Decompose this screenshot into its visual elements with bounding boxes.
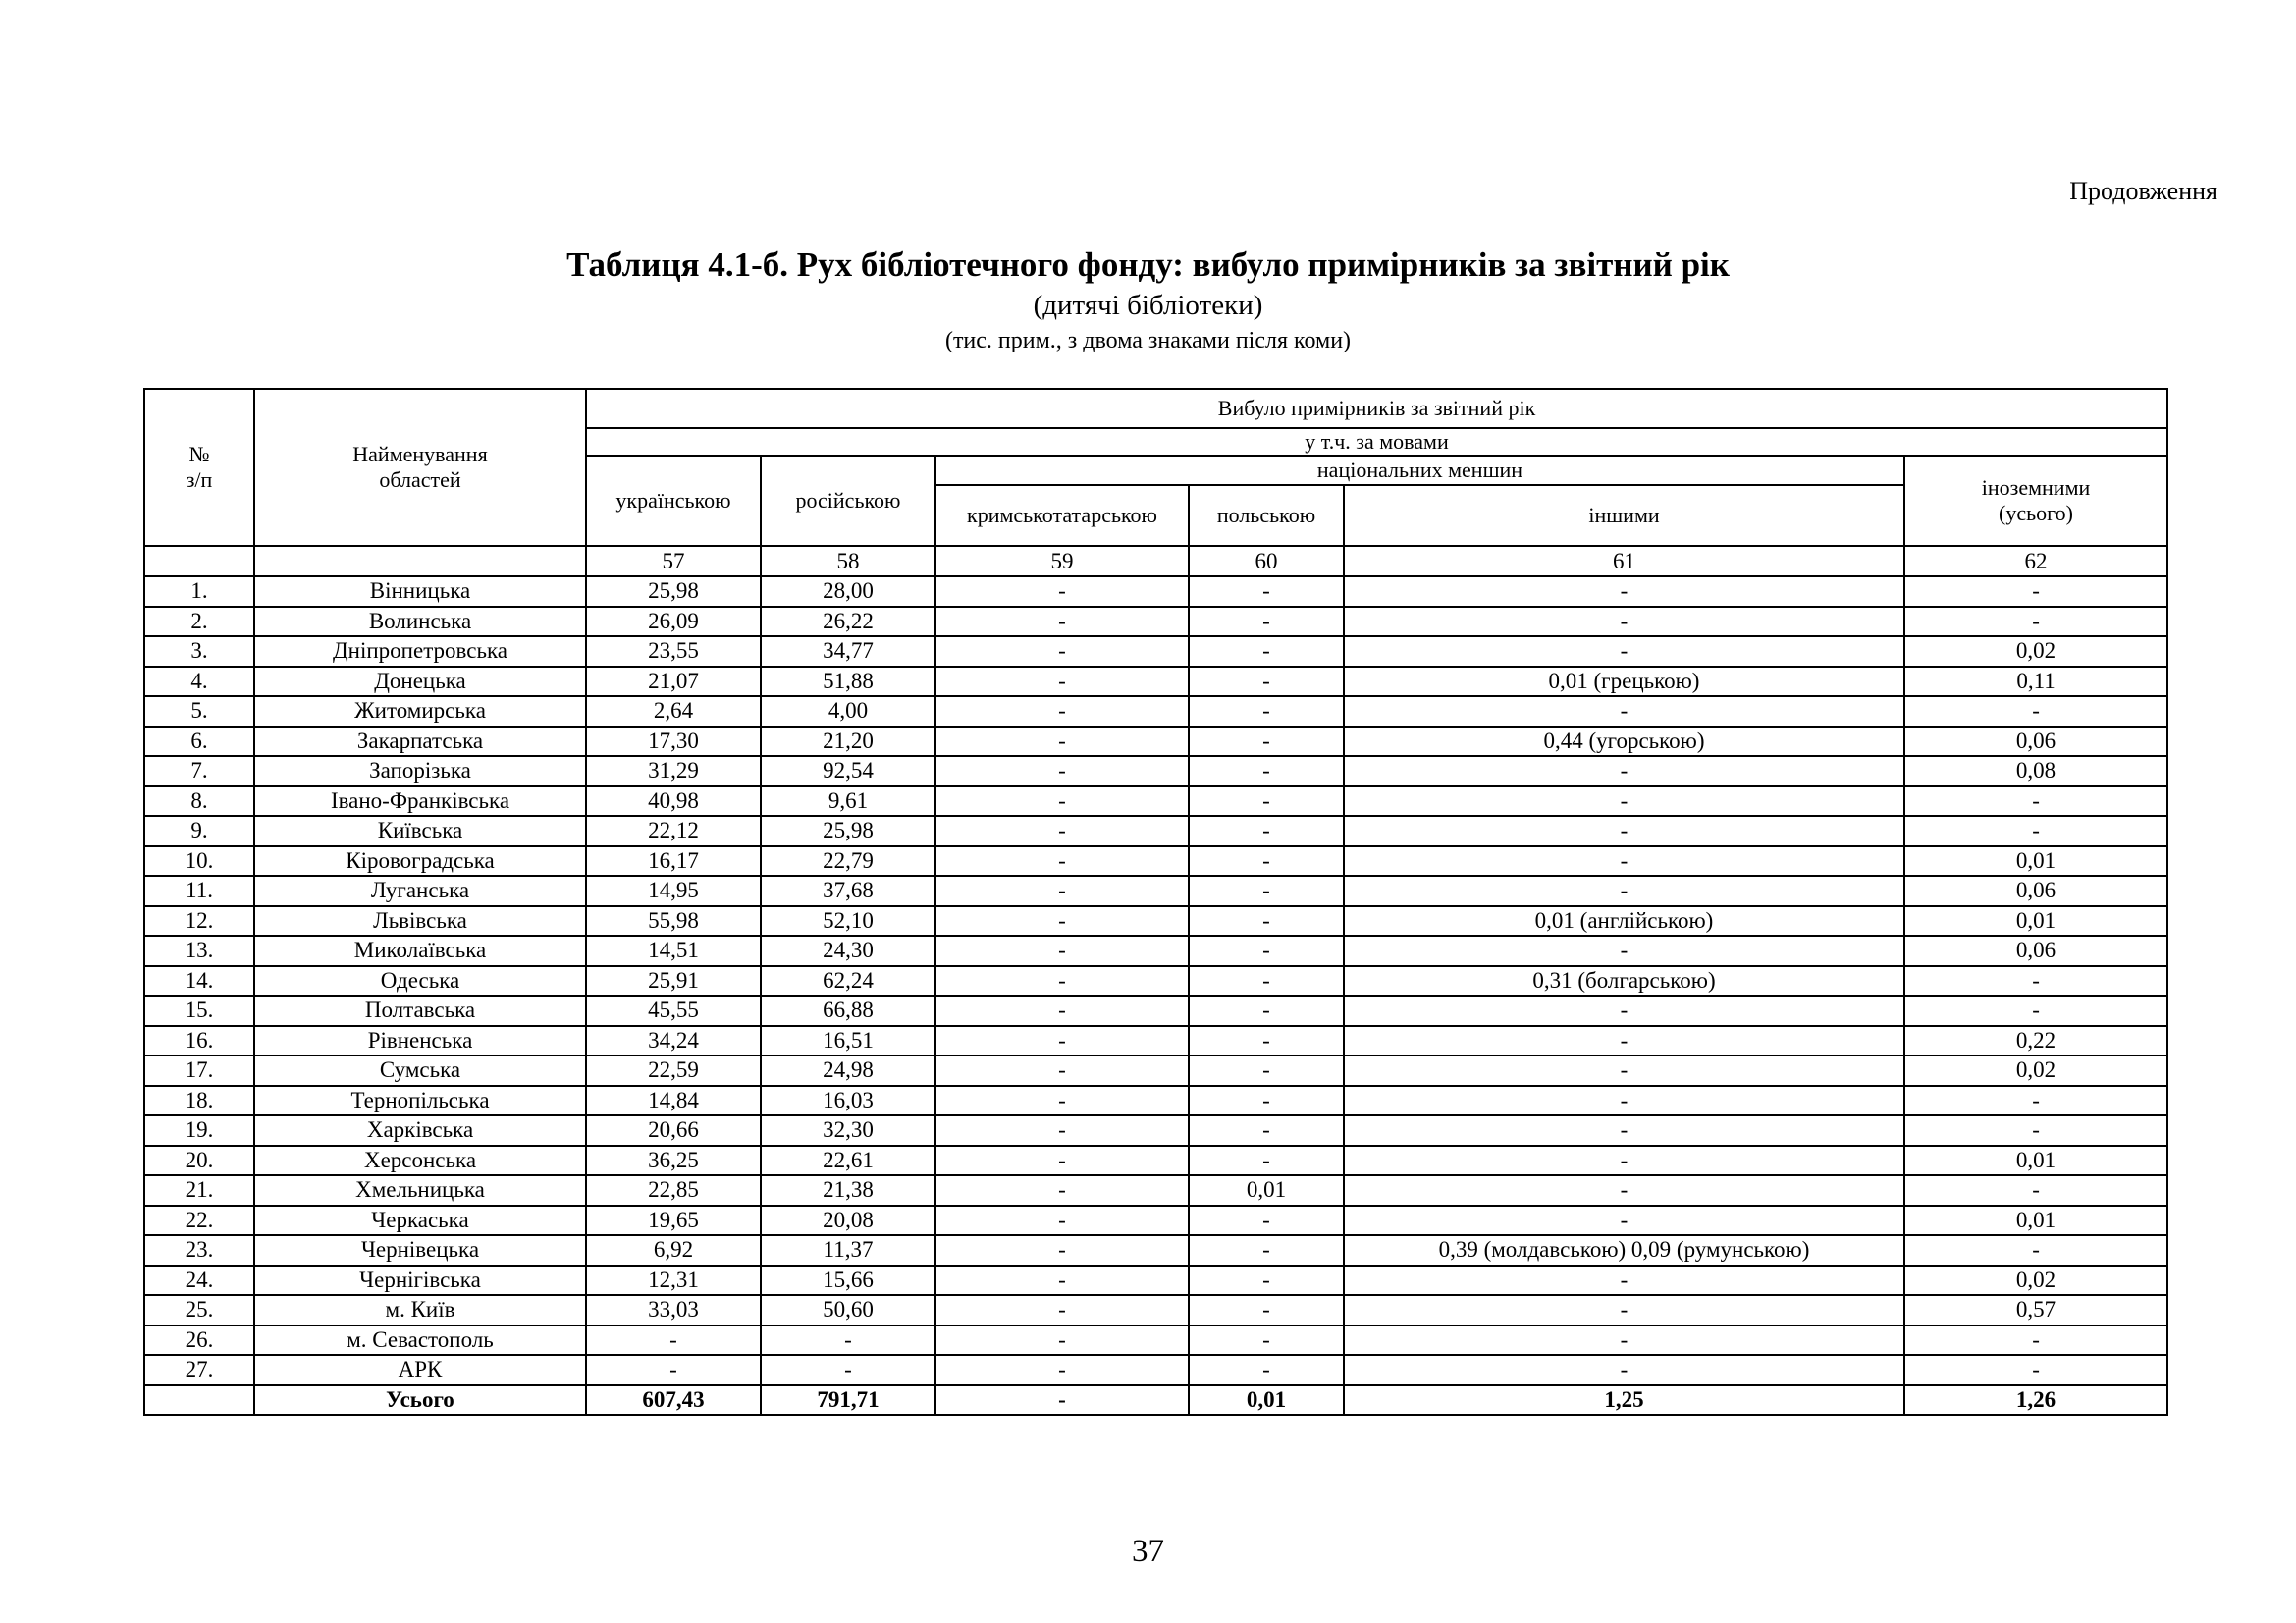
row-number: 24. bbox=[144, 1266, 254, 1296]
value-c57: 22,59 bbox=[586, 1055, 761, 1086]
value-c58: 16,51 bbox=[761, 1026, 935, 1056]
value-c59: - bbox=[935, 1325, 1189, 1356]
table-row bbox=[144, 1055, 2167, 1086]
region-name: Донецька bbox=[254, 667, 586, 697]
value-c57: - bbox=[586, 1325, 761, 1356]
value-c60: - bbox=[1189, 607, 1344, 637]
header-no-text: № з/п bbox=[186, 442, 213, 492]
header-region-name bbox=[254, 389, 586, 546]
value-c62: - bbox=[1904, 1175, 2167, 1206]
value-c58: 34,77 bbox=[761, 636, 935, 667]
table-body bbox=[144, 576, 2167, 1415]
value-c61: 0,39 (молдавською) 0,09 (румунською) bbox=[1344, 1235, 1904, 1266]
table-row bbox=[144, 1026, 2167, 1056]
value-c57: 22,12 bbox=[586, 816, 761, 846]
value-c58: 37,68 bbox=[761, 876, 935, 906]
value-c60: - bbox=[1189, 1086, 1344, 1116]
value-c60: - bbox=[1189, 1325, 1344, 1356]
value-c62: 0,08 bbox=[1904, 756, 2167, 786]
total-c62: 1,26 bbox=[1904, 1385, 2167, 1416]
table-row bbox=[144, 1325, 2167, 1356]
row-number: 23. bbox=[144, 1235, 254, 1266]
value-c62: - bbox=[1904, 816, 2167, 846]
value-c59: - bbox=[935, 1175, 1189, 1206]
value-c61: - bbox=[1344, 696, 1904, 727]
value-c57: 14,95 bbox=[586, 876, 761, 906]
row-number: 7. bbox=[144, 756, 254, 786]
value-c62: 0,01 bbox=[1904, 846, 2167, 877]
value-c61: 0,31 (болгарською) bbox=[1344, 966, 1904, 997]
value-c58: 92,54 bbox=[761, 756, 935, 786]
value-c59: - bbox=[935, 576, 1189, 607]
table-row bbox=[144, 636, 2167, 667]
value-c61: - bbox=[1344, 1325, 1904, 1356]
value-c59: - bbox=[935, 636, 1189, 667]
value-c57: 14,51 bbox=[586, 936, 761, 966]
value-c58: 66,88 bbox=[761, 996, 935, 1026]
value-c62: - bbox=[1904, 576, 2167, 607]
header-foreign-text: іноземними (усього) bbox=[1981, 475, 2091, 525]
value-c57: 26,09 bbox=[586, 607, 761, 637]
table-row bbox=[144, 996, 2167, 1026]
region-name: Запорізька bbox=[254, 756, 586, 786]
value-c60: - bbox=[1189, 1026, 1344, 1056]
table-row bbox=[144, 1146, 2167, 1176]
value-c57: 20,66 bbox=[586, 1115, 761, 1146]
value-c59: - bbox=[935, 1355, 1189, 1385]
value-c61: - bbox=[1344, 816, 1904, 846]
row-number: 25. bbox=[144, 1295, 254, 1325]
value-c58: 51,88 bbox=[761, 667, 935, 697]
value-c58: - bbox=[761, 1355, 935, 1385]
value-c62: 0,06 bbox=[1904, 876, 2167, 906]
row-number: 3. bbox=[144, 636, 254, 667]
value-c57: 25,91 bbox=[586, 966, 761, 997]
value-c59: - bbox=[935, 876, 1189, 906]
row-number: 22. bbox=[144, 1206, 254, 1236]
row-number: 9. bbox=[144, 816, 254, 846]
value-c59: - bbox=[935, 1026, 1189, 1056]
total-blank bbox=[144, 1385, 254, 1416]
col-number: 59 bbox=[935, 546, 1189, 576]
value-c62: 0,06 bbox=[1904, 727, 2167, 757]
value-c58: 20,08 bbox=[761, 1206, 935, 1236]
header-region-name-text: Найменування областей bbox=[352, 442, 488, 492]
table-row bbox=[144, 1355, 2167, 1385]
value-c57: 33,03 bbox=[586, 1295, 761, 1325]
region-name: АРК bbox=[254, 1355, 586, 1385]
value-c58: 21,38 bbox=[761, 1175, 935, 1206]
header-minorities: національних меншин bbox=[935, 456, 1904, 485]
region-name: Черкаська bbox=[254, 1206, 586, 1236]
region-name: Закарпатська bbox=[254, 727, 586, 757]
value-c59: - bbox=[935, 1146, 1189, 1176]
value-c57: 19,65 bbox=[586, 1206, 761, 1236]
header-foreign bbox=[1904, 456, 2167, 546]
value-c60: 0,01 bbox=[1189, 1175, 1344, 1206]
row-number: 11. bbox=[144, 876, 254, 906]
value-c58: 26,22 bbox=[761, 607, 935, 637]
value-c60: - bbox=[1189, 876, 1344, 906]
value-c58: 9,61 bbox=[761, 786, 935, 817]
table-row bbox=[144, 667, 2167, 697]
row-number: 17. bbox=[144, 1055, 254, 1086]
value-c57: 36,25 bbox=[586, 1146, 761, 1176]
total-row bbox=[144, 1385, 2167, 1416]
table-row bbox=[144, 816, 2167, 846]
region-name: Харківська bbox=[254, 1115, 586, 1146]
value-c61: - bbox=[1344, 1175, 1904, 1206]
table-row bbox=[144, 966, 2167, 997]
value-c61: - bbox=[1344, 786, 1904, 817]
value-c59: - bbox=[935, 607, 1189, 637]
table-row bbox=[144, 696, 2167, 727]
value-c58: 24,98 bbox=[761, 1055, 935, 1086]
table-row bbox=[144, 1266, 2167, 1296]
value-c60: - bbox=[1189, 1055, 1344, 1086]
table-row bbox=[144, 786, 2167, 817]
col-number: 57 bbox=[586, 546, 761, 576]
value-c62: - bbox=[1904, 966, 2167, 997]
value-c58: 24,30 bbox=[761, 936, 935, 966]
value-c60: - bbox=[1189, 1266, 1344, 1296]
region-name: Чернівецька bbox=[254, 1235, 586, 1266]
row-number: 2. bbox=[144, 607, 254, 637]
header-no bbox=[144, 389, 254, 546]
value-c62: 0,02 bbox=[1904, 1055, 2167, 1086]
value-c61: - bbox=[1344, 1266, 1904, 1296]
value-c61: - bbox=[1344, 1115, 1904, 1146]
value-c59: - bbox=[935, 727, 1189, 757]
value-c57: 6,92 bbox=[586, 1235, 761, 1266]
row-number: 19. bbox=[144, 1115, 254, 1146]
value-c61: - bbox=[1344, 607, 1904, 637]
value-c59: - bbox=[935, 1266, 1189, 1296]
table-row bbox=[144, 1206, 2167, 1236]
value-c57: 34,24 bbox=[586, 1026, 761, 1056]
value-c62: - bbox=[1904, 786, 2167, 817]
row-number: 1. bbox=[144, 576, 254, 607]
value-c62: 0,01 bbox=[1904, 1146, 2167, 1176]
region-name: Житомирська bbox=[254, 696, 586, 727]
table-row bbox=[144, 1235, 2167, 1266]
table-title: Таблиця 4.1-б. Рух бібліотечного фонду: вибуло примірників за звітний рік bbox=[566, 245, 1730, 284]
value-c59: - bbox=[935, 1055, 1189, 1086]
total-c57: 607,43 bbox=[586, 1385, 761, 1416]
table-row bbox=[144, 846, 2167, 877]
value-c62: 0,11 bbox=[1904, 667, 2167, 697]
value-c58: 11,37 bbox=[761, 1235, 935, 1266]
value-c62: 0,02 bbox=[1904, 1266, 2167, 1296]
value-c62: - bbox=[1904, 696, 2167, 727]
value-c61: - bbox=[1344, 1055, 1904, 1086]
value-c60: - bbox=[1189, 966, 1344, 997]
row-number: 16. bbox=[144, 1026, 254, 1056]
col-number: 60 bbox=[1189, 546, 1344, 576]
value-c62: - bbox=[1904, 1115, 2167, 1146]
region-name: Хмельницька bbox=[254, 1175, 586, 1206]
col-number: 61 bbox=[1344, 546, 1904, 576]
value-c58: 50,60 bbox=[761, 1295, 935, 1325]
row-number: 5. bbox=[144, 696, 254, 727]
header-others: іншими bbox=[1344, 485, 1904, 546]
region-name: Кіровоградська bbox=[254, 846, 586, 877]
value-c60: - bbox=[1189, 727, 1344, 757]
value-c62: 0,57 bbox=[1904, 1295, 2167, 1325]
value-c61: - bbox=[1344, 1146, 1904, 1176]
value-c57: 2,64 bbox=[586, 696, 761, 727]
value-c60: - bbox=[1189, 1146, 1344, 1176]
value-c62: - bbox=[1904, 607, 2167, 637]
value-c58: 32,30 bbox=[761, 1115, 935, 1146]
total-c59: - bbox=[935, 1385, 1189, 1416]
value-c62: 0,22 bbox=[1904, 1026, 2167, 1056]
row-number: 14. bbox=[144, 966, 254, 997]
value-c60: - bbox=[1189, 1206, 1344, 1236]
region-name: Одеська bbox=[254, 966, 586, 997]
value-c60: - bbox=[1189, 906, 1344, 937]
region-name: Львівська bbox=[254, 906, 586, 937]
value-c59: - bbox=[935, 1235, 1189, 1266]
value-c62: 0,06 bbox=[1904, 936, 2167, 966]
region-name: Волинська bbox=[254, 607, 586, 637]
value-c60: - bbox=[1189, 786, 1344, 817]
value-c60: - bbox=[1189, 996, 1344, 1026]
value-c60: - bbox=[1189, 936, 1344, 966]
value-c62: 0,01 bbox=[1904, 1206, 2167, 1236]
value-c61: - bbox=[1344, 876, 1904, 906]
row-number: 4. bbox=[144, 667, 254, 697]
col-number: 58 bbox=[761, 546, 935, 576]
value-c62: 0,01 bbox=[1904, 906, 2167, 937]
region-name: Сумська bbox=[254, 1055, 586, 1086]
value-c58: 62,24 bbox=[761, 966, 935, 997]
row-number: 27. bbox=[144, 1355, 254, 1385]
value-c58: 22,79 bbox=[761, 846, 935, 877]
value-c57: 55,98 bbox=[586, 906, 761, 937]
value-c58: 22,61 bbox=[761, 1146, 935, 1176]
value-c59: - bbox=[935, 1115, 1189, 1146]
value-c58: 28,00 bbox=[761, 576, 935, 607]
value-c58: 4,00 bbox=[761, 696, 935, 727]
row-number: 10. bbox=[144, 846, 254, 877]
value-c62: - bbox=[1904, 1086, 2167, 1116]
region-name: м. Севастополь bbox=[254, 1325, 586, 1356]
total-label: Усього bbox=[254, 1385, 586, 1416]
region-name: Луганська bbox=[254, 876, 586, 906]
value-c58: 25,98 bbox=[761, 816, 935, 846]
value-c62: - bbox=[1904, 1235, 2167, 1266]
total-c58: 791,71 bbox=[761, 1385, 935, 1416]
value-c62: 0,02 bbox=[1904, 636, 2167, 667]
table-row bbox=[144, 607, 2167, 637]
value-c57: 12,31 bbox=[586, 1266, 761, 1296]
value-c57: 23,55 bbox=[586, 636, 761, 667]
value-c61: - bbox=[1344, 1355, 1904, 1385]
value-c60: - bbox=[1189, 696, 1344, 727]
library-fund-table bbox=[143, 388, 2168, 1416]
table-row bbox=[144, 576, 2167, 607]
value-c62: - bbox=[1904, 1325, 2167, 1356]
value-c60: - bbox=[1189, 1295, 1344, 1325]
value-c61: - bbox=[1344, 936, 1904, 966]
row-number: 13. bbox=[144, 936, 254, 966]
value-c58: 16,03 bbox=[761, 1086, 935, 1116]
region-name: Тернопільська bbox=[254, 1086, 586, 1116]
value-c57: 17,30 bbox=[586, 727, 761, 757]
total-c60: 0,01 bbox=[1189, 1385, 1344, 1416]
value-c61: - bbox=[1344, 846, 1904, 877]
value-c59: - bbox=[935, 786, 1189, 817]
table-row bbox=[144, 1115, 2167, 1146]
value-c59: - bbox=[935, 906, 1189, 937]
value-c57: 14,84 bbox=[586, 1086, 761, 1116]
table-subtitle: (дитячі бібліотеки) bbox=[1033, 290, 1263, 321]
value-c59: - bbox=[935, 996, 1189, 1026]
row-number: 21. bbox=[144, 1175, 254, 1206]
value-c60: - bbox=[1189, 636, 1344, 667]
row-number: 18. bbox=[144, 1086, 254, 1116]
total-c61: 1,25 bbox=[1344, 1385, 1904, 1416]
value-c60: - bbox=[1189, 1355, 1344, 1385]
value-c59: - bbox=[935, 816, 1189, 846]
value-c60: - bbox=[1189, 576, 1344, 607]
header-group: Вибуло примірників за звітний рік bbox=[586, 389, 2167, 428]
value-c61: - bbox=[1344, 996, 1904, 1026]
value-c59: - bbox=[935, 667, 1189, 697]
table-row bbox=[144, 1295, 2167, 1325]
value-c60: - bbox=[1189, 756, 1344, 786]
value-c61: - bbox=[1344, 1295, 1904, 1325]
value-c60: - bbox=[1189, 816, 1344, 846]
table-units-note: (тис. прим., з двома знаками після коми) bbox=[944, 328, 1352, 353]
value-c57: - bbox=[586, 1355, 761, 1385]
table-row bbox=[144, 1086, 2167, 1116]
row-number: 6. bbox=[144, 727, 254, 757]
region-name: Івано-Франківська bbox=[254, 786, 586, 817]
region-name: Херсонська bbox=[254, 1146, 586, 1176]
header-blank bbox=[254, 546, 586, 576]
value-c59: - bbox=[935, 1086, 1189, 1116]
row-number: 12. bbox=[144, 906, 254, 937]
value-c58: 15,66 bbox=[761, 1266, 935, 1296]
region-name: Рівненська bbox=[254, 1026, 586, 1056]
value-c57: 25,98 bbox=[586, 576, 761, 607]
table-row bbox=[144, 906, 2167, 937]
region-name: Київська bbox=[254, 816, 586, 846]
continuation-label: Продовження bbox=[2069, 177, 2217, 205]
value-c59: - bbox=[935, 756, 1189, 786]
value-c57: 16,17 bbox=[586, 846, 761, 877]
value-c60: - bbox=[1189, 1235, 1344, 1266]
header-crimean-tatar: кримськотатарською bbox=[935, 485, 1189, 546]
value-c59: - bbox=[935, 1295, 1189, 1325]
value-c61: 0,01 (англійською) bbox=[1344, 906, 1904, 937]
value-c57: 21,07 bbox=[586, 667, 761, 697]
value-c60: - bbox=[1189, 1115, 1344, 1146]
value-c61: - bbox=[1344, 1206, 1904, 1236]
value-c59: - bbox=[935, 936, 1189, 966]
value-c61: 0,44 (угорською) bbox=[1344, 727, 1904, 757]
value-c58: 52,10 bbox=[761, 906, 935, 937]
table-row bbox=[144, 727, 2167, 757]
region-name: Вінницька bbox=[254, 576, 586, 607]
value-c57: 45,55 bbox=[586, 996, 761, 1026]
row-number: 15. bbox=[144, 996, 254, 1026]
row-number: 26. bbox=[144, 1325, 254, 1356]
page-number: 37 bbox=[1132, 1534, 1164, 1569]
value-c61: - bbox=[1344, 576, 1904, 607]
row-number: 20. bbox=[144, 1146, 254, 1176]
value-c61: - bbox=[1344, 756, 1904, 786]
table-row bbox=[144, 936, 2167, 966]
value-c57: 40,98 bbox=[586, 786, 761, 817]
header-ukrainian: українською bbox=[586, 456, 761, 546]
region-name: м. Київ bbox=[254, 1295, 586, 1325]
region-name: Дніпропетровська bbox=[254, 636, 586, 667]
value-c59: - bbox=[935, 846, 1189, 877]
value-c59: - bbox=[935, 696, 1189, 727]
header-by-language: у т.ч. за мовами bbox=[586, 428, 2167, 456]
region-name: Миколаївська bbox=[254, 936, 586, 966]
value-c57: 22,85 bbox=[586, 1175, 761, 1206]
col-number: 62 bbox=[1904, 546, 2167, 576]
value-c59: - bbox=[935, 966, 1189, 997]
table-row bbox=[144, 876, 2167, 906]
region-name: Полтавська bbox=[254, 996, 586, 1026]
value-c60: - bbox=[1189, 846, 1344, 877]
value-c61: - bbox=[1344, 1086, 1904, 1116]
table-row bbox=[144, 1175, 2167, 1206]
value-c57: 31,29 bbox=[586, 756, 761, 786]
value-c61: - bbox=[1344, 636, 1904, 667]
value-c61: - bbox=[1344, 1026, 1904, 1056]
value-c58: 21,20 bbox=[761, 727, 935, 757]
value-c59: - bbox=[935, 1206, 1189, 1236]
header-blank bbox=[144, 546, 254, 576]
table-row bbox=[144, 756, 2167, 786]
value-c62: - bbox=[1904, 996, 2167, 1026]
value-c60: - bbox=[1189, 667, 1344, 697]
value-c58: - bbox=[761, 1325, 935, 1356]
region-name: Чернігівська bbox=[254, 1266, 586, 1296]
header-russian: російською bbox=[761, 456, 935, 546]
value-c62: - bbox=[1904, 1355, 2167, 1385]
row-number: 8. bbox=[144, 786, 254, 817]
header-polish: польською bbox=[1189, 485, 1344, 546]
value-c61: 0,01 (грецькою) bbox=[1344, 667, 1904, 697]
